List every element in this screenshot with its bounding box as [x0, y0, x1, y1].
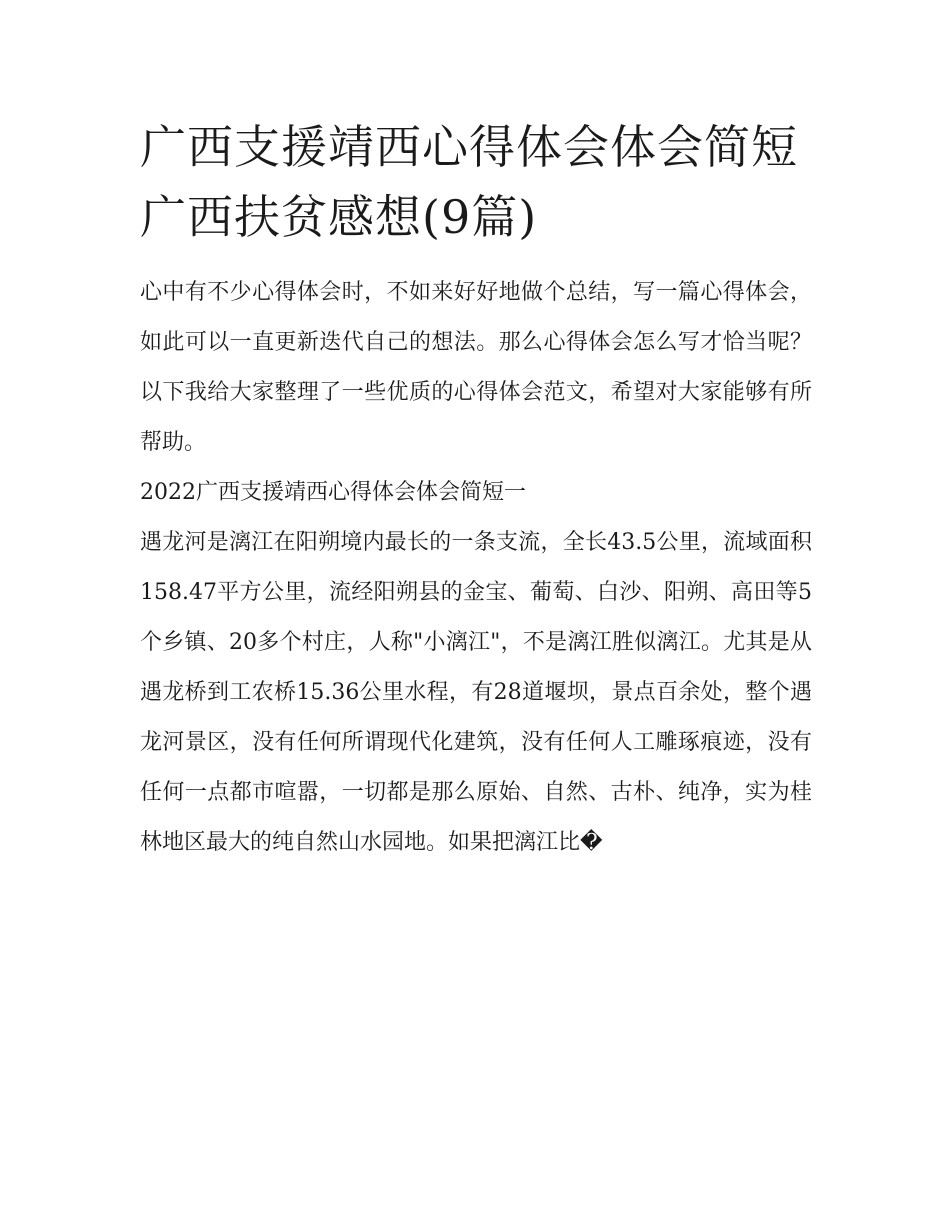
- section-body-paragraph: 遇龙河是漓江在阳朔境内最长的一条支流，全长43.5公里，流域面积158.47平方公里，流经阳朔县的金宝、葡萄、白沙、阳朔、高田等5个乡镇、20多个村庄，人称"小漓江"，不是漓江胜似漓江。尤其是从遇龙桥到工农桥15.36公里水程，有28道堰坝，景点百余处，整个遇龙河景区，没有任何所谓现代化建筑，没有任何人工雕琢痕迹，没有任何一点都市喧嚣，一切都是那么原始、自然、古朴、纯净，实为桂林地区最大的纯自然山水园地。如果把漓江比�: [140, 530, 812, 855]
- document-content: [140, 112, 812, 868]
- intro-paragraph: 心中有不少心得体会时，不如来好好地做个总结，写一篇心得体会，如此可以一直更新迭代自己的想法。那么心得体会怎么写才恰当呢？以下我给大家整理了一些优质的心得体会范文，希望对大家能够有所帮助。: [140, 280, 812, 455]
- section-heading: 2022广西支援靖西心得体会体会简短一: [140, 480, 526, 505]
- document-title: 广西支援靖西心得体会体会简短 广西扶贫感想(9篇): [140, 120, 798, 244]
